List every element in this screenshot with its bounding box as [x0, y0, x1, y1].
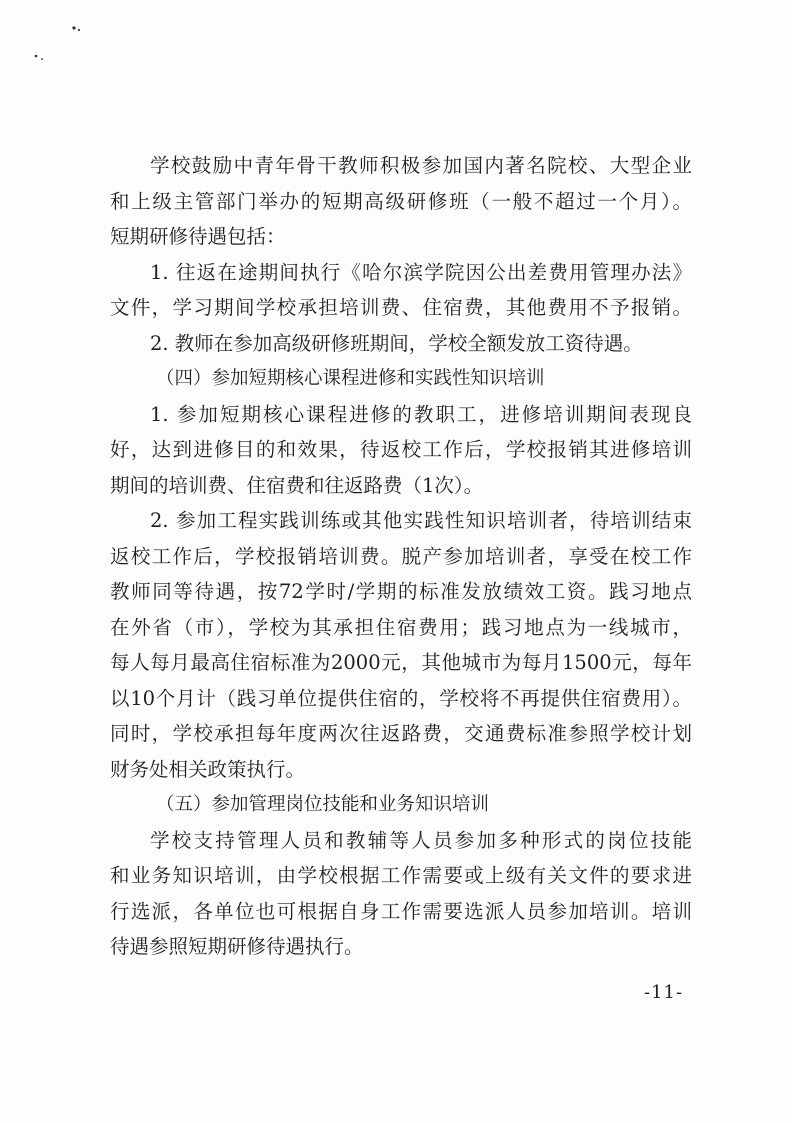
paragraph-line: 学校鼓励中青年骨干教师积极参加国内著名院校、大型企业: [150, 154, 692, 177]
paragraph-line: 教师同等待遇，按72学时/学期的标准发放绩效工资。践习地点: [110, 580, 692, 603]
paragraph-line: 和上级主管部门举办的短期高级研修班（一般不超过一个月）。: [110, 189, 692, 213]
section-heading: （五）参加管理岗位技能和业务知识培训: [156, 794, 490, 815]
paragraph-line: 在外省（市），学校为其承担住宿费用；践习地点为一线城市，: [110, 615, 692, 639]
paragraph-line: 2. 参加工程实践训练或其他实践性知识培训者，待培训结束: [150, 509, 692, 532]
paragraph-line: 返校工作后，学校报销培训费。脱产参加培训者，享受在校工作: [110, 544, 692, 568]
speck-dot: [78, 29, 80, 31]
speck-dot: [41, 58, 43, 60]
document-body: [110, 148, 692, 965]
paragraph-line: 财务处相关政策执行。: [110, 757, 306, 781]
paragraph-line: 1. 往返在途期间执行《哈尔滨学院因公出差费用管理办法》: [150, 260, 692, 284]
paragraph-line: 好，达到进修目的和效果，待返校工作后，学校报销其进修培训: [110, 438, 692, 461]
paragraph-line: 同时，学校承担每年度两次往返路费，交通费标准参照学校计划: [110, 722, 692, 745]
scan-speck-marks: [30, 22, 90, 72]
paragraph-line: 和业务知识培训，由学校根据工作需要或上级有关文件的要求进: [110, 864, 692, 887]
section-heading: （四）参加短期核心课程进修和实践性知识培训: [156, 368, 545, 389]
paragraph-line: 待遇参照短期研修待遇执行。: [110, 935, 364, 958]
speck-dot: [35, 55, 38, 58]
paragraph-line: 文件，学习期间学校承担培训费、住宿费，其他费用不予报销。: [110, 296, 692, 319]
speck-dot: [72, 26, 75, 29]
paragraph-line: 行选派，各单位也可根据自身工作需要选派人员参加培训。培训: [110, 899, 692, 923]
paragraph-line: 2. 教师在参加高级研修班期间，学校全额发放工资待遇。: [150, 331, 643, 355]
page-number: -11-: [644, 982, 684, 1003]
paragraph-line: 每人每月最高住宿标准为2000元，其他城市为每月1500元，每年: [110, 651, 692, 674]
paragraph-line: 短期研修待遇包括：: [110, 225, 286, 248]
paragraph-line: 学校支持管理人员和教辅等人员参加多种形式的岗位技能: [150, 828, 692, 852]
paragraph-line: 1. 参加短期核心课程进修的教职工，进修培训期间表现良: [150, 402, 692, 426]
paragraph-line: 以10个月计（践习单位提供住宿的，学校将不再提供住宿费用）。: [110, 686, 692, 710]
paragraph-line: 期间的培训费、住宿费和往返路费（1次）。: [110, 473, 484, 497]
